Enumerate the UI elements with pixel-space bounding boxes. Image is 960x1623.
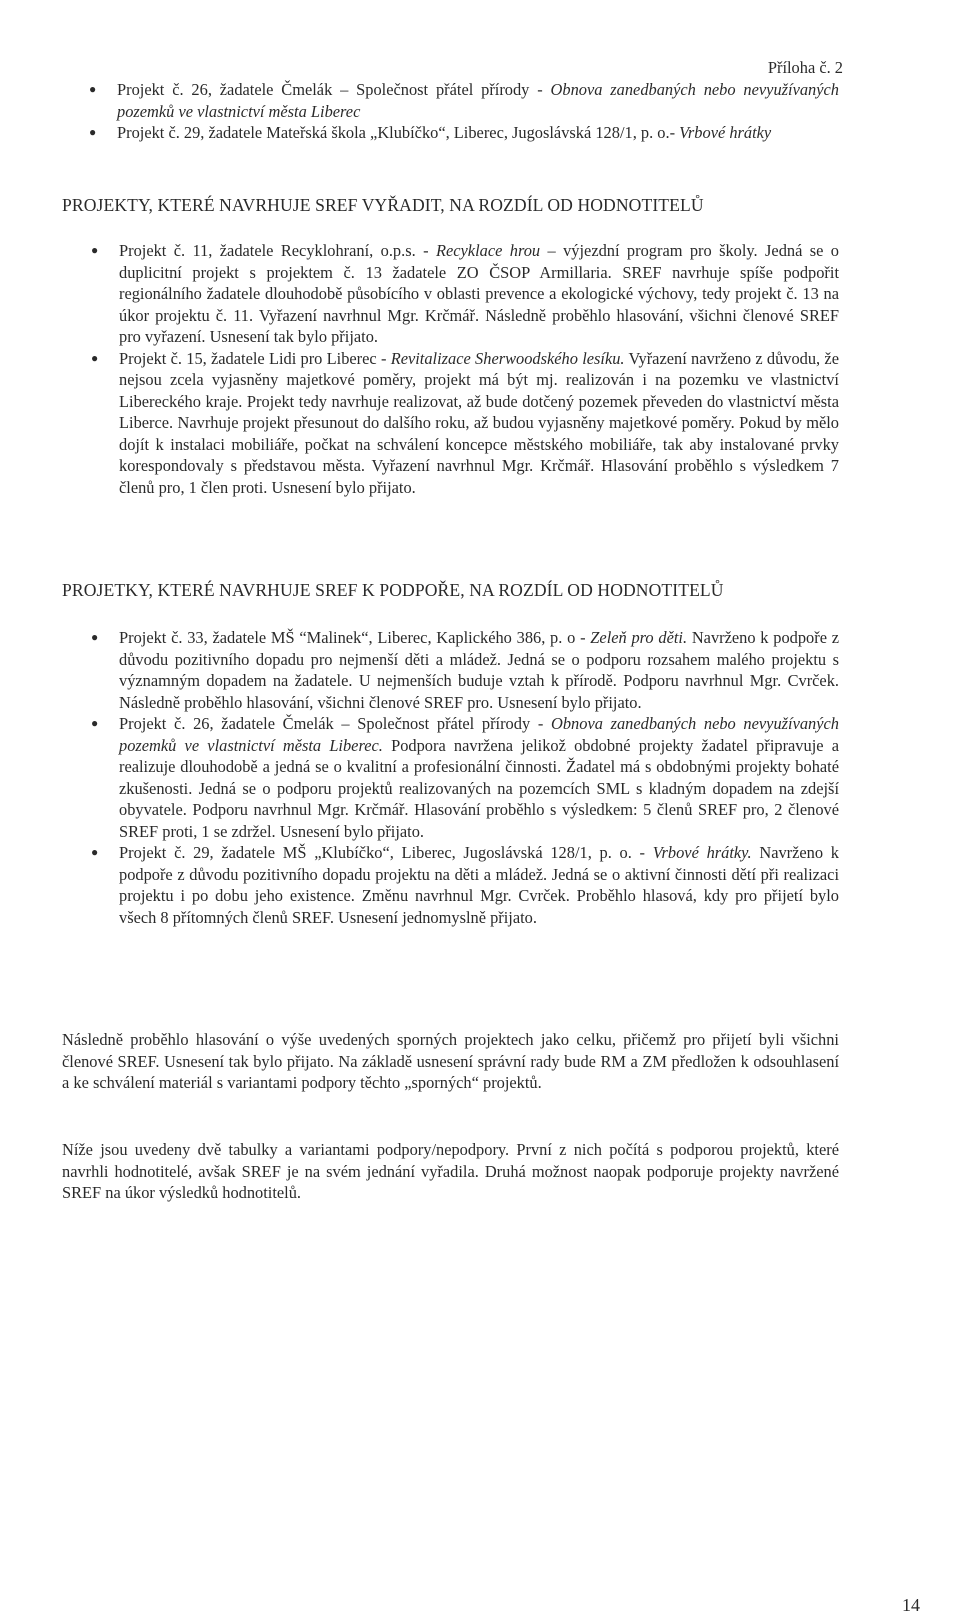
list-item [91, 713, 840, 842]
bullet-icon: ● [89, 82, 97, 96]
bullet-icon: ● [91, 845, 99, 859]
section-heading-support: PROJETKY, KTERÉ NAVRHUJE SREF K PODPOŘE, NA ROZDÍL OD HODNOTITELŮ [62, 580, 724, 600]
annex-label: Příloha č. 2 [767, 58, 843, 77]
section-heading-exclude: PROJEKTY, KTERÉ NAVRHUJE SREF VYŘADIT, NA ROZDÍL OD HODNOTITELŮ [62, 195, 704, 215]
list-item [91, 240, 839, 348]
paragraph-tables-intro: Níže jsou uvedeny dvě tabulky a variantami podpory/nepodpory. První z nich počítá s podporou projektů, které navrhli hodnotitelé, avšak SREF je na svém jednání vyřadila. Druhá možnost naopak podporuje projekty navržené SREF na úkor výsledků hodnotitelů. [62, 1140, 839, 1202]
support-project-list [91, 627, 840, 928]
list-item [91, 627, 840, 713]
bullet-icon: ● [91, 350, 99, 365]
item-title: Recyklace hrou [435, 241, 541, 260]
item-text-post: Podpora navržena jelikož obdobné projekty žadatel připravuje a realizuje dlouhodobě a jedná se o kvalitní a profesionální činnosti. Žadatel má s obdobnými projekty bohaté zkušenosti. Jedná se o podporu projektů realizovaných na pozemcích SML s kladným dopadem na zdejší obyvatele. Podporu navrhnul Mgr. Krčmář. Hlasování proběhlo s výsledkem: 5 členů SREF pro, 2 členové SREF proti, 1 se zdržel. Usnesení bylo přijato. [119, 735, 840, 841]
item-text: Projekt č. 33, žadatele MŠ “Malinek“, Liberec, Kaplického 386, p. o - [119, 628, 591, 647]
exclude-project-list [91, 240, 839, 498]
item-title: Zeleň pro děti. [590, 628, 688, 647]
item-text-post: – výjezdní program pro školy. Jedná se o duplicitní projekt s projektem č. 13 žadatele ZO ČSOP Armillaria. SREF navrhuje spíše podpořit regionálního žadatele dlouhodobě působícího v oblasti prevence a ekologické výchovy, tedy projekt č. 13 na úkor projektu č. 11. Vyřazení navrhnul Mgr. Krčmář. Následně proběhlo hlasování, všichni členové SREF pro vyřazení. Usnesení tak bylo přijato. [119, 241, 839, 346]
item-text: Projekt č. 11, žadatele Recyklohraní, o.p.s. - [119, 241, 436, 260]
bullet-icon: ● [91, 716, 99, 730]
item-text-post: Navrženo k podpoře z důvodu pozitivního dopadu projektu na děti a mládež. Jedná se o aktivní činnosti dětí při realizaci projektu i po dobu jeho existence. Změnu navrhnul Mgr. Cvrček. Proběhlo hlasová, kdy pro přijetí bylo všech 8 přítomných členů SREF. Usnesení jednomyslně přijato. [119, 843, 839, 927]
bullet-icon: ● [91, 630, 99, 644]
item-title: Revitalizace Sherwoodského lesíku. [390, 348, 625, 368]
item-title: Obnova zanedbaných nebo nevyužívaných pozemků ve vlastnictví města Liberec. [119, 714, 839, 755]
item-title: Vrbové hrátky. [652, 843, 752, 862]
top-project-list [89, 79, 839, 144]
item-text-post: Navrženo k podpoře z důvodu pozitivního dopadu pro nejmenší děti a mládež. Jedná se o podporu rozsahem malého projektu s významným dopadem na žadatele. U nejmenších buduje vztah k přírodě. Podporu navrhnul Mgr. Cvrček. Následně proběhlo hlasování, všichni členové SREF pro. Usnesení bylo přijato. [119, 628, 840, 712]
item-title: Vrbové hrátky [679, 123, 772, 142]
bullet-icon: ● [91, 243, 99, 257]
item-text-post: Vyřazení navrženo z důvodu, že nejsou zcela vyjasněny majetkové poměry, projekt má být mj. realizován i na pozemku ve vlastnictví Libereckého kraje. Projekt tedy navrhuje realizovat, až bude dotčený pozemek převeden do vlastnictví města Liberce. Navrhuje projekt přesunout do dalšího roku, až budou vyjasněny majetkové poměry. Pokud by mělo dojít k instalaci mobiliáře, počkat na schválení koncepce městského mobiliáře, tak aby instalované prvky korespondovaly s představou města. Vyřazení navrhnul Mgr. Krčmář. Hlasování proběhlo s výsledkem 7 členů pro, 1 člen proti. Usnesení bylo přijato. [119, 348, 839, 497]
paragraph-summary: Následně proběhlo hlasování o výše uvedených sporných projektech jako celku, přičemž pro přijetí byli všichni členové SREF. Usnesení tak bylo přijato. Na základě usnesení správní rady bude RM a ZM předložen k odsouhlasení a ke schválení materiál s variantami podpory těchto „sporných“ projektů. [62, 1030, 839, 1092]
list-item [91, 842, 839, 928]
item-text: Projekt č. 29, žadatele Mateřská škola „Klubíčko“, Liberec, Jugoslávská 128/1, p. o.- [117, 123, 680, 142]
list-item [91, 348, 839, 499]
item-text: Projekt č. 26, žadatele Čmelák – Společnost přátel přírody - [119, 714, 552, 733]
list-item [89, 122, 839, 144]
item-text: Projekt č. 29, žadatele MŠ „Klubíčko“, Liberec, Jugoslávská 128/1, p. o. - [119, 843, 653, 862]
item-title: Obnova zanedbaných nebo nevyužívaných pozemků ve vlastnictví města Liberec [117, 80, 839, 121]
list-item [89, 79, 839, 122]
item-text: Projekt č. 15, žadatele Lidi pro Liberec - [119, 348, 391, 368]
bullet-icon: ● [89, 125, 97, 139]
item-text: Projekt č. 26, žadatele Čmelák – Společnost přátel přírody - [117, 80, 551, 99]
page-number: 14 [902, 1595, 920, 1615]
